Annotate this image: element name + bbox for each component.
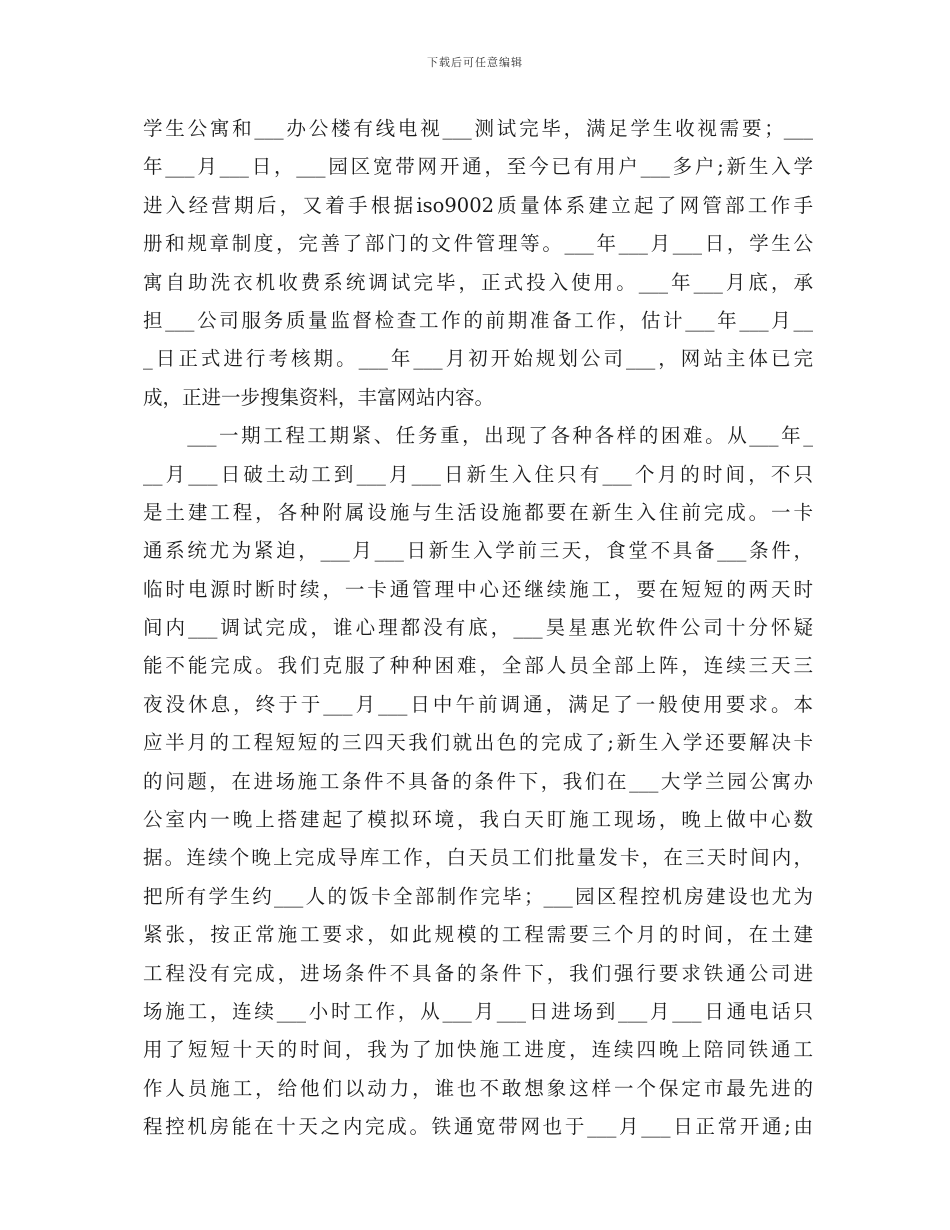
- text-line: 成，正进一步搜集资料，丰富网站内容。: [143, 385, 495, 409]
- text-line: 通系统尤为紧迫，___月___日新生入学前三天，食堂不具备___条件，: [143, 539, 813, 563]
- text-line: 程控机房能在十天之内完成。铁通宽带网也于___月___日正常开通;由: [143, 1115, 813, 1139]
- text-line: 作人员施工，给他们以动力，谁也不敢想象这样一个保定市最先进的: [143, 1076, 813, 1100]
- page-header: 下载后可任意编辑: [427, 56, 523, 69]
- text-line: 场施工，连续___小时工作，从___月___日进场到___月___日通电话只: [143, 999, 813, 1023]
- text-line: __月___日破土动工到___月___日新生入住只有___个月的时间，不只: [143, 462, 813, 486]
- text-line: 是土建工程，各种附属设施与生活设施都要在新生入住前完成。一卡: [143, 500, 813, 524]
- text-line: 进入经营期后，又着手根据iso9002质量体系建立起了网管部工作手: [143, 193, 813, 217]
- text-line: 担___公司服务质量监督检查工作的前期准备工作，估计___年___月__: [143, 308, 813, 332]
- text-line: 学生公寓和___办公楼有线电视___测试完毕，满足学生收视需要；___: [143, 117, 813, 140]
- text-line: ___一期工程工期紧、任务重，出现了各种各样的困难。从___年_: [143, 424, 813, 448]
- text-line: 用了短短十天的时间，我为了加快施工进度，连续四晚上陪同铁通工: [143, 1038, 813, 1062]
- text-line: 应半月的工程短短的三四天我们就出色的完成了;新生入学还要解决卡: [143, 731, 813, 755]
- document-body: [143, 110, 813, 1147]
- text-line: 临时电源时断时续，一卡通管理中心还继续施工，要在短短的两天时: [143, 577, 813, 601]
- text-line: 把所有学生约___人的饭卡全部制作完毕；___园区程控机房建设也尤为: [143, 884, 813, 908]
- text-line: _日正式进行考核期。___年___月初开始规划公司___，网站主体已完: [143, 347, 813, 371]
- text-line: 工程没有完成，进场条件不具备的条件下，我们强行要求铁通公司进: [143, 961, 813, 985]
- text-line: 间内___调试完成，谁心理都没有底，___昊星惠光软件公司十分怀疑: [143, 616, 813, 640]
- text-line: 公室内一晚上搭建起了模拟环境，我白天盯施工现场，晚上做中心数: [143, 808, 813, 832]
- text-line: 能不能完成。我们克服了种种困难，全部人员全部上阵，连续三天三: [143, 654, 813, 678]
- text-line: 寓自助洗衣机收费系统调试完毕，正式投入使用。___年___月底，承: [143, 270, 813, 294]
- text-line: 紧张，按正常施工要求，如此规模的工程需要三个月的时间，在土建: [143, 923, 813, 947]
- text-line: 夜没休息，终于于___月___日中午前调通，满足了一般使用要求。本: [143, 692, 813, 716]
- text-line: 的问题，在进场施工条件不具备的条件下，我们在___大学兰园公寓办: [143, 769, 813, 793]
- text-line: 据。连续个晚上完成导库工作，白天员工们批量发卡，在三天时间内，: [143, 846, 813, 870]
- text-line: 年___月___日，___园区宽带网开通，至今已有用户___多户;新生入学: [143, 155, 813, 179]
- text-line: 册和规章制度，完善了部门的文件管理等。___年___月___日，学生公: [143, 232, 813, 256]
